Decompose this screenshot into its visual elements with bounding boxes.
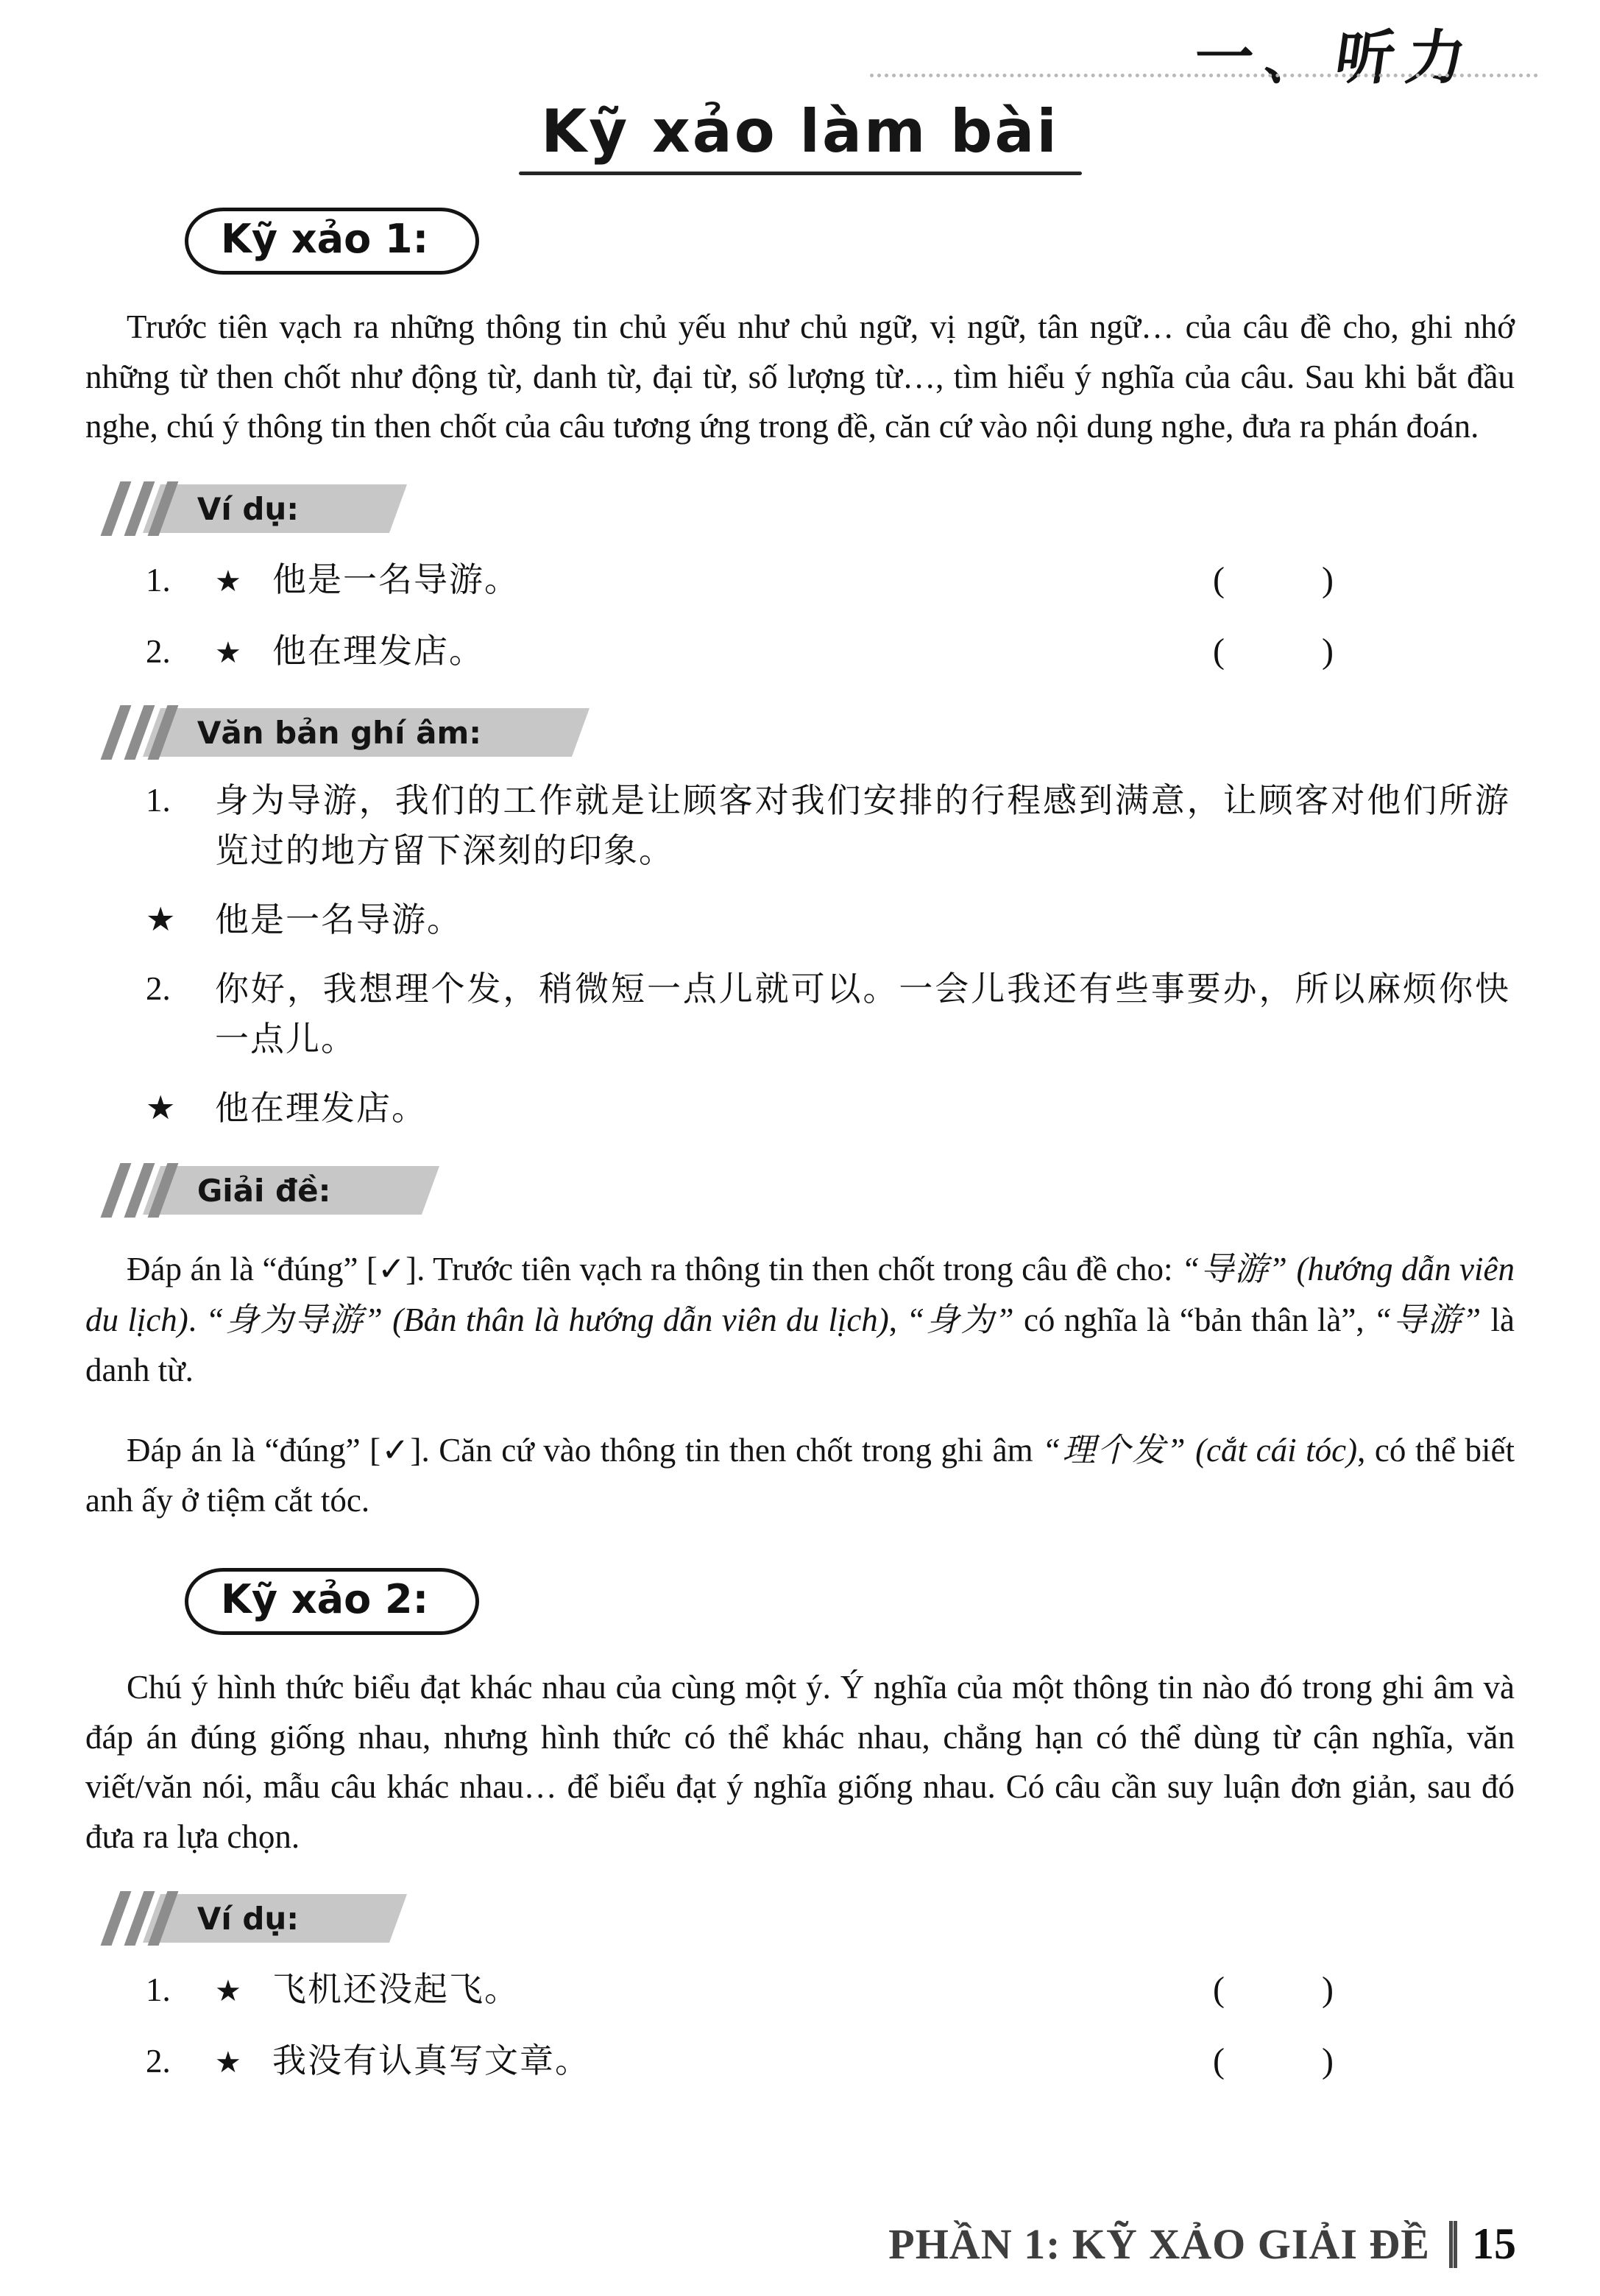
- label-bar: [143, 484, 407, 533]
- transcript-label: Văn bản ghí âm:: [197, 714, 482, 751]
- example-row: [146, 555, 1515, 604]
- page-number: 15: [1472, 2219, 1516, 2268]
- solution-paragraph-1: Đáp án là “đúng” [✓]. Trước tiên vạch ra thông tin then chốt trong câu đề cho: “导游” (hướng dẫn viên du lịch). “身为导游” (Bản thân là hướng dẫn viên du lịch), “身为” có nghĩa là “bản thân là”, “导游” là danh từ.: [85, 1251, 1515, 1389]
- skill2-box: [185, 1568, 479, 1635]
- transcript-text: 身为导游，我们的工作就是让顾客对我们安排的行程感到满意，让顾客对他们所游览过的地方留下深刻的印象。: [215, 781, 1510, 869]
- footer-title: PHẦN 1: KỸ XẢO GIẢI ĐỀ: [888, 2220, 1430, 2268]
- transcript-number: 1.: [146, 781, 171, 819]
- transcript-text: 他是一名导游。: [215, 901, 462, 939]
- answer-blank: ( ): [1213, 2041, 1337, 2081]
- skill2-intro: Chú ý hình thức biểu đạt khác nhau của cùng một ý. Ý nghĩa của một thông tin nào đó trong ghi âm và đáp án đúng giống nhau, nhưng hình thức có thể khác nhau, chẳng hạn có thể dùng từ cận nghĩa, văn viết/văn nói, mẫu câu khác nhau… để biểu đạt ý nghĩa giống nhau. Có câu cần suy luận đơn giản, sau đó đưa ra lựa chọn.: [85, 1669, 1515, 1855]
- example-number: 1.: [146, 1971, 171, 2009]
- title-wrap: [85, 97, 1515, 175]
- example-row: [146, 626, 1515, 676]
- example-text: 他是一名导游。: [272, 560, 520, 598]
- page-header: [0, 0, 1600, 90]
- star-icon: ★: [215, 635, 241, 669]
- page-footer: [888, 2219, 1516, 2269]
- transcript-row: [146, 964, 1515, 1064]
- transcript-number: 2.: [146, 970, 171, 1008]
- skill1-box: [185, 208, 479, 275]
- section-giaide: [110, 1166, 1515, 1215]
- transcript-row: [146, 776, 1515, 876]
- section-vidu-1: [110, 484, 1515, 533]
- dotted-rule: [870, 74, 1538, 77]
- example-number: 1.: [146, 561, 171, 598]
- section-vidu-2: [110, 1894, 1515, 1943]
- answer-blank: ( ): [1213, 631, 1337, 671]
- section-transcript: [110, 708, 1515, 757]
- transcript-row: [146, 1084, 1515, 1134]
- skill1-intro: Trước tiên vạch ra những thông tin chủ yếu như chủ ngữ, vị ngữ, tân ngữ… của câu đề cho, ghi nhớ những từ then chốt như động từ, danh từ, đại từ, số lượng từ…, tìm hiểu ý nghĩa của câu. Sau khi bắt đầu nghe, chú ý thông tin then chốt của câu tương ứng trong đề, căn cứ vào nội dung nghe, đưa ra phán đoán.: [85, 308, 1515, 445]
- transcript-text: 他在理发店。: [215, 1089, 427, 1128]
- label-bar: [143, 1894, 407, 1943]
- skill1-label: Kỹ xảo 1:: [221, 216, 429, 262]
- star-icon: ★: [146, 1089, 176, 1127]
- example-text: 我没有认真写文章。: [272, 2042, 590, 2080]
- footer-divider: [1449, 2221, 1457, 2268]
- example-row: [146, 1965, 1515, 2014]
- solution-paragraph-2: Đáp án là “đúng” [✓]. Căn cứ vào thông tin then chốt trong ghi âm “理个发” (cắt cái tóc), có thể biết anh ấy ở tiệm cắt tóc.: [85, 1431, 1515, 1519]
- giaide-label: Giải đề:: [197, 1172, 331, 1209]
- page-content: [0, 97, 1600, 2086]
- transcript-row: [146, 895, 1515, 945]
- star-icon: ★: [215, 1974, 241, 2008]
- vidu-label: Ví dụ:: [197, 1900, 300, 1937]
- example-text: 他在理发店。: [272, 632, 484, 670]
- vidu-label: Ví dụ:: [197, 490, 300, 526]
- label-bar: [143, 708, 590, 757]
- label-bar: [143, 1166, 439, 1215]
- answer-blank: ( ): [1213, 559, 1337, 599]
- example-number: 2.: [146, 2043, 171, 2080]
- example-row: [146, 2036, 1515, 2085]
- star-icon: ★: [146, 901, 176, 939]
- transcript-text: 你好，我想理个发，稍微短一点儿就可以。一会儿我还有些事要办，所以麻烦你快一点儿。: [215, 970, 1510, 1059]
- star-icon: ★: [215, 2046, 241, 2080]
- page-title: Kỹ xảo làm bài: [541, 97, 1059, 166]
- example-number: 2.: [146, 632, 171, 670]
- answer-blank: ( ): [1213, 1970, 1337, 2010]
- chapter-heading: 一、听力: [1189, 23, 1482, 92]
- skill2-label: Kỹ xảo 2:: [221, 1576, 429, 1623]
- example-text: 飞机还没起飞。: [272, 1971, 520, 2009]
- star-icon: ★: [215, 564, 241, 598]
